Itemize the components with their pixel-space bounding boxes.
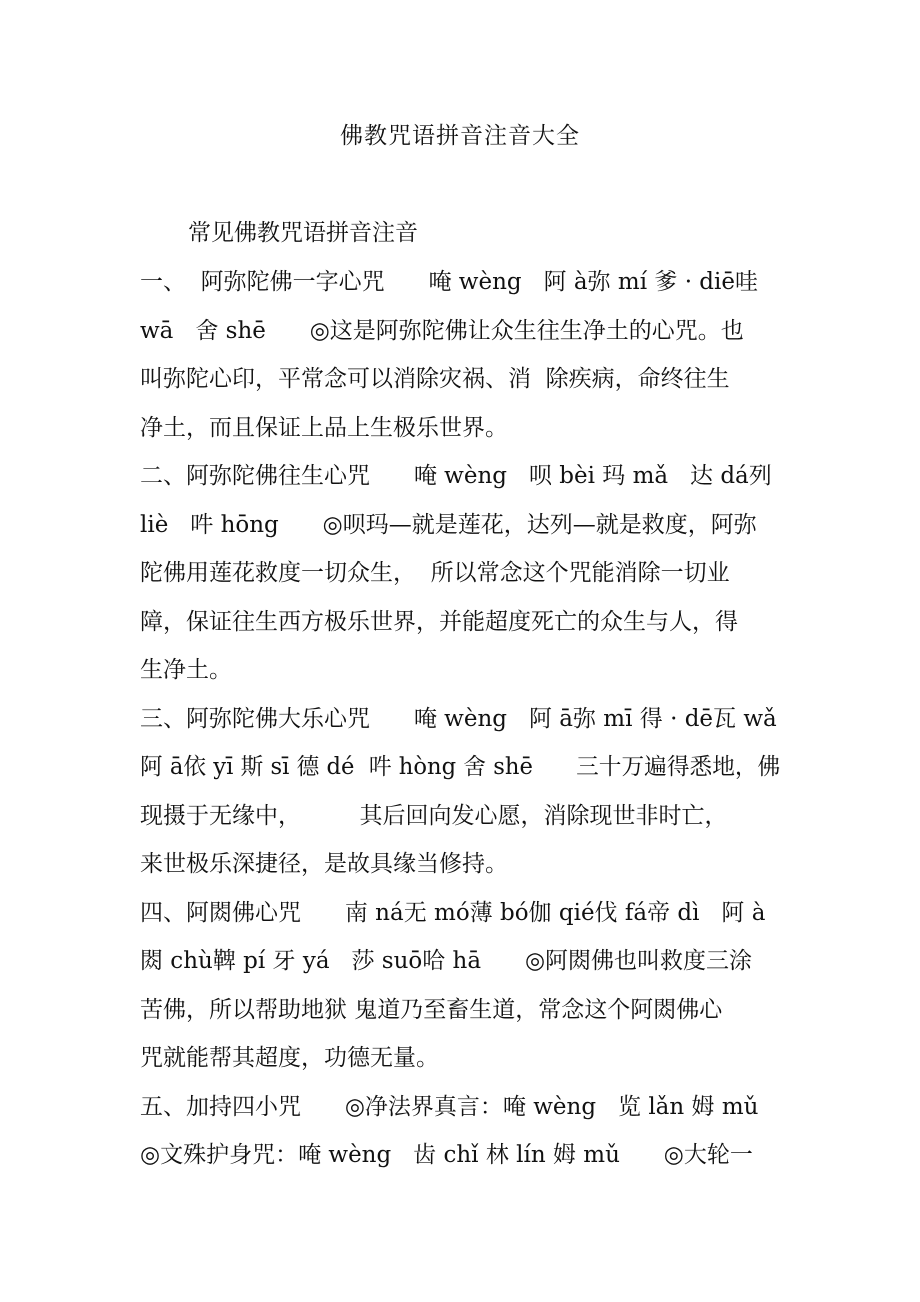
text-line: 净土，而且保证上品上生极乐世界。 <box>140 414 508 441</box>
text-line: 一、 阿弥陀佛一字心咒 唵 wèng 阿 à弥 mí 爹 · diē哇 <box>140 269 759 295</box>
text-line: 陀佛用莲花救度一切众生， 所以常念这个咒能消除一切业 <box>140 560 730 586</box>
text-line: 生净土。 <box>140 657 232 683</box>
text-line: 四、阿閦佛心咒 南 ná无 mó薄 bó伽 qié伐 fá帝 dì 阿 à <box>140 899 766 926</box>
document-body <box>140 262 780 1184</box>
text-line: 现摄于无缘中， 其后回向发心愿，消除现世非时亡， <box>140 802 728 829</box>
text-line: ◎文殊护身咒：唵 wèng 齿 chǐ 林 lín 姆 mǔ ◎大轮一 <box>140 1142 753 1168</box>
text-line: 来世极乐深捷径，是故具缘当修持。 <box>140 851 508 877</box>
text-line: 咒就能帮其超度，功德无量。 <box>140 1045 439 1071</box>
text-line: 閦 chù鞞 pí 牙 yá 莎 suō哈 hā ◎阿閦佛也叫救度三涂 <box>140 948 753 974</box>
document-title: 佛教咒语拼音注音大全 <box>340 123 580 149</box>
text-line: 三、阿弥陀佛大乐心咒 唵 wèng 阿 ā弥 mī 得 · dē瓦 wǎ <box>140 705 777 732</box>
text-line: 阿 ā依 yī 斯 sī 德 dé 吽 hòng 舍 shē 三十万遍得悉地，佛 <box>140 754 781 780</box>
text-line: 障，保证往生西方极乐世界，并能超度死亡的众生与人，得 <box>140 608 738 635</box>
text-line: liè 吽 hōng ◎呗玛—就是莲花，达列—就是救度，阿弥 <box>140 511 757 538</box>
text-line: 叫弥陀心印，平常念可以消除灾祸、消 除疾病，命终往生 <box>140 366 730 392</box>
text-line: 二、阿弥陀佛往生心咒 唵 wèng 呗 bèi 玛 mǎ 达 dá列 <box>140 463 772 489</box>
text-line: 苦佛，所以帮助地狱 鬼道乃至畜生道，常念这个阿閦佛心 <box>140 996 723 1023</box>
text-line: 五、加持四小咒 ◎净法界真言：唵 wèng 览 lǎn 姆 mǔ <box>140 1093 759 1120</box>
text-line: wā 舍 shē ◎这是阿弥陀佛让众生往生净土的心咒。也 <box>140 317 744 344</box>
section-subtitle: 常见佛教咒语拼音注音 <box>188 220 418 246</box>
